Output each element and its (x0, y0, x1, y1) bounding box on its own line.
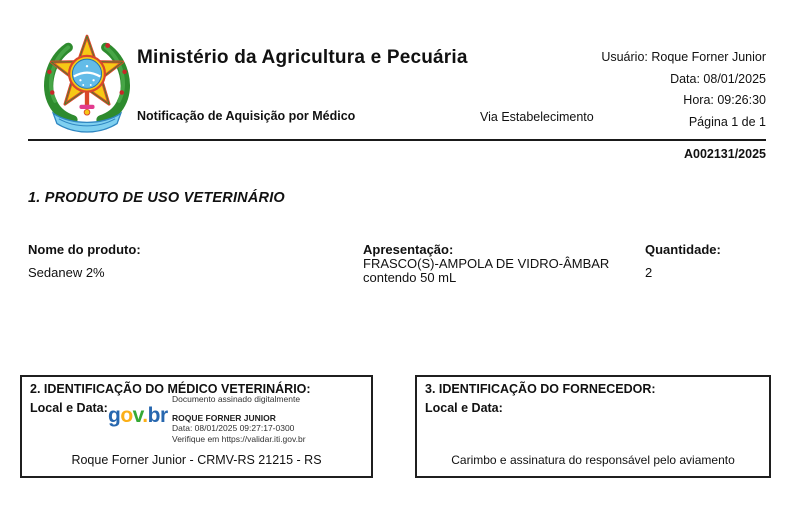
brazil-coat-of-arms-icon (40, 32, 134, 138)
quantity-field (645, 242, 765, 280)
signature-date-line: Data: 08/01/2025 09:27:17-0300 (172, 423, 295, 433)
signature-signer-name: ROQUE FORNER JUNIOR (172, 412, 276, 423)
presentation-field (363, 242, 639, 285)
govbr-letter-g: g (108, 404, 121, 427)
supplier-identification-box (415, 375, 771, 478)
govbr-letter-o: o (120, 404, 133, 427)
presentation-label: Apresentação: (363, 242, 454, 257)
form-name: Notificação de Aquisição por Médico (137, 109, 356, 123)
document-number: A002131/2025 (683, 147, 766, 161)
vet-box-title: 2. IDENTIFICAÇÃO DO MÉDICO VETERINÁRIO: (30, 382, 311, 396)
quantity-label: Quantidade: (645, 242, 721, 257)
vet-signature-caption: Roque Forner Junior - CRMV-RS 21215 - RS (71, 453, 322, 467)
header-meta (601, 47, 766, 133)
govbr-letters-br: br (147, 404, 168, 427)
signature-verify-line: Verifique em https://validar.iti.gov.br (172, 433, 306, 444)
supplier-local-label: Local e Data: (425, 401, 503, 415)
supplier-box-title: 3. IDENTIFICAÇÃO DO FORNECEDOR: (425, 382, 656, 396)
via-label: Via Estabelecimento (480, 110, 594, 124)
page-title: Ministério da Agricultura e Pecuária (137, 47, 468, 68)
supplier-signature-caption: Carimbo e assinatura do responsável pelo aviamento (451, 453, 735, 467)
meta-time: Hora: 09:26:30 (683, 93, 766, 107)
presentation-value: FRASCO(S)-AMPOLA DE VIDRO-ÂMBAR contendo 50 mL (363, 256, 610, 285)
vet-identification-box (20, 375, 373, 478)
meta-date: Data: 08/01/2025 (670, 71, 766, 86)
vet-local-label: Local e Data: (30, 401, 108, 415)
product-name-label: Nome do produto: (28, 242, 141, 257)
product-name-value: Sedanew 2% (28, 265, 105, 280)
govbr-dot: . (142, 404, 148, 427)
meta-user: Usuário: Roque Forner Junior (601, 50, 766, 64)
meta-page: Página 1 de 1 (688, 114, 766, 129)
govbr-logo-icon (108, 405, 168, 426)
quantity-value: 2 (645, 265, 653, 280)
govbr-letter-v: v (132, 404, 143, 427)
digital-signature-block (172, 394, 306, 444)
signature-signed-line: Documento assinado digitalmente (172, 394, 301, 404)
product-name-field (28, 242, 328, 280)
section-1-title: 1. PRODUTO DE USO VETERINÁRIO (28, 190, 285, 206)
header-divider (28, 139, 766, 141)
